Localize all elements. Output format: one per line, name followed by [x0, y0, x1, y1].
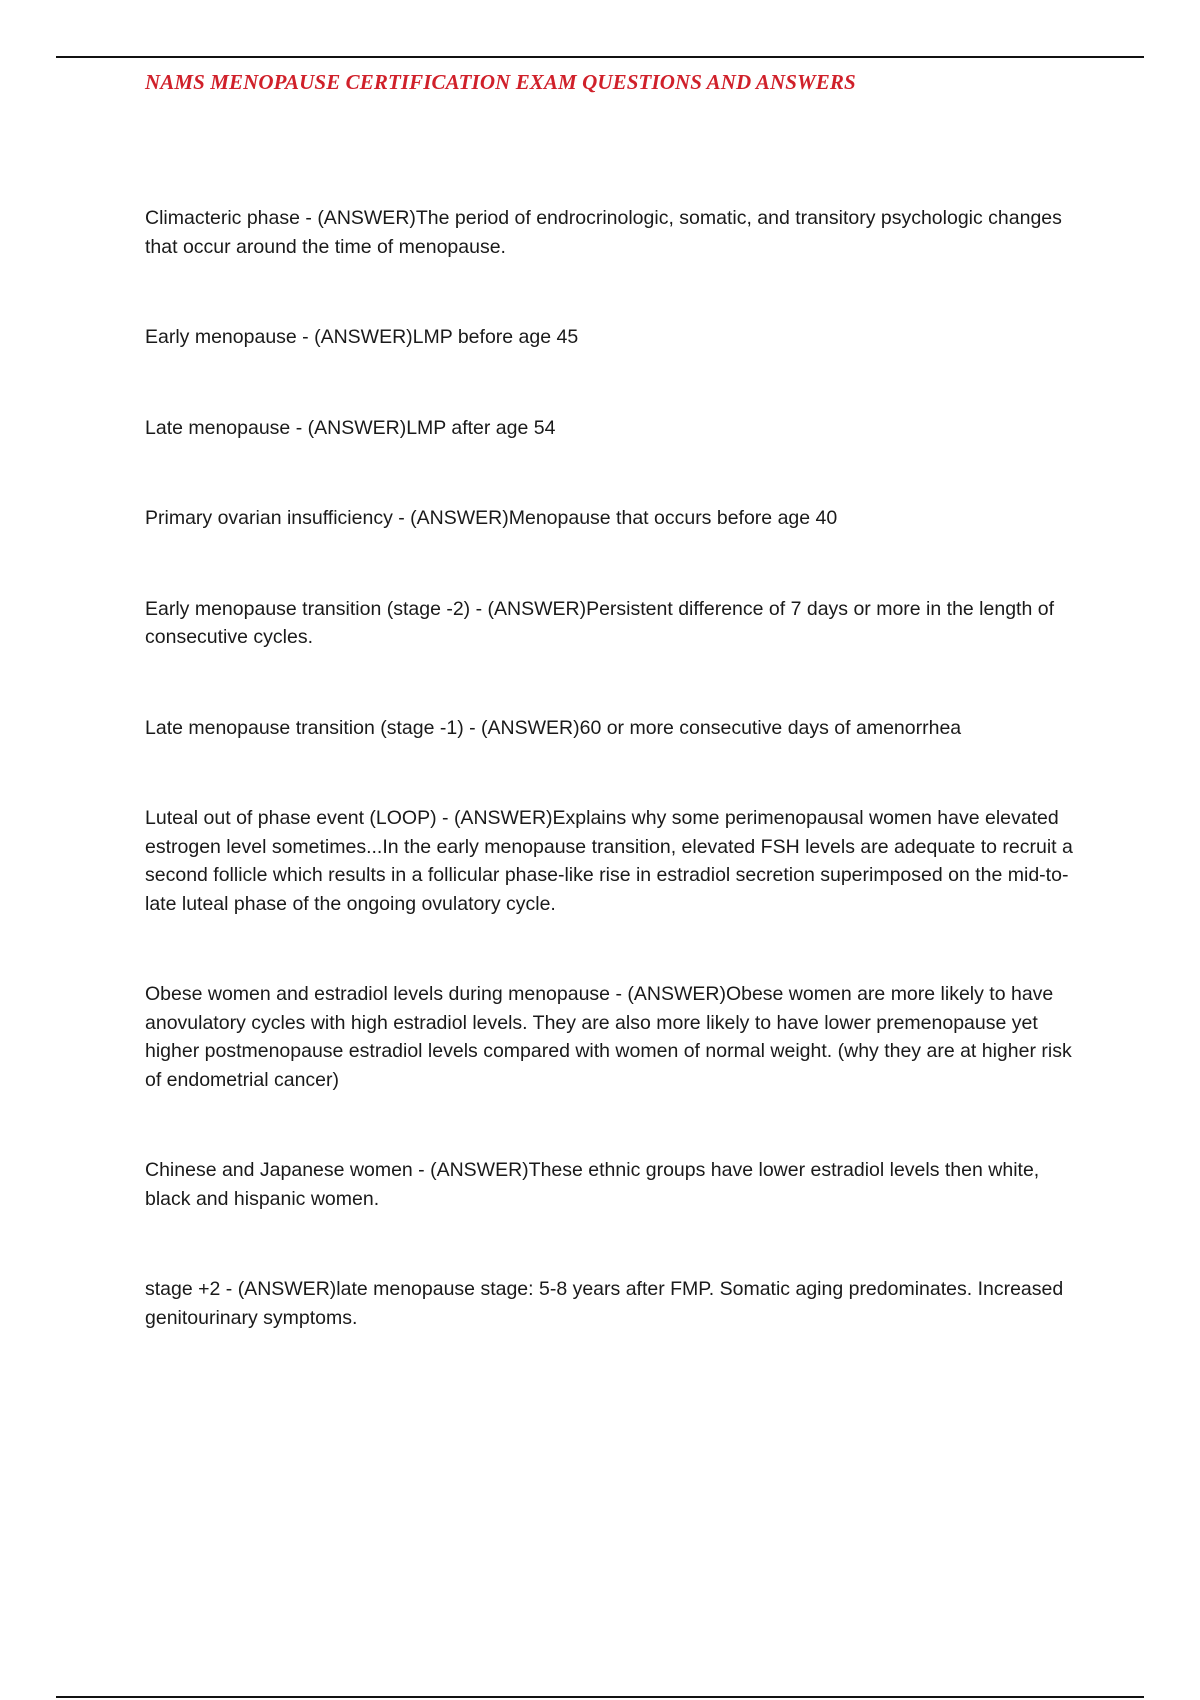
qa-item: [145, 980, 1090, 1094]
qa-term: Early menopause: [145, 326, 297, 348]
qa-term: stage +2: [145, 1278, 221, 1300]
header-rule: [56, 56, 1144, 58]
qa-item: [145, 804, 1090, 918]
qa-term: Late menopause transition (stage -1): [145, 716, 464, 739]
answer-marker: - (ANSWER): [220, 1278, 337, 1300]
qa-term: Late menopause: [145, 416, 291, 439]
qa-list: [145, 204, 1090, 1394]
answer-marker: - (ANSWER): [299, 207, 416, 229]
answer-marker: - (ANSWER): [296, 326, 413, 348]
qa-item: [145, 504, 1090, 533]
qa-answer: Menopause that occurs before age 40: [508, 507, 838, 529]
qa-answer: LMP after age 54: [406, 416, 556, 439]
answer-marker: - (ANSWER): [290, 416, 407, 439]
qa-item: [145, 595, 1090, 652]
qa-item: [145, 414, 1090, 443]
qa-answer: 60 or more consecutive days of amenorrhea: [579, 716, 962, 739]
qa-item: [145, 1275, 1090, 1332]
answer-marker: - (ANSWER): [610, 983, 726, 1005]
answer-marker: - (ANSWER): [412, 1159, 529, 1181]
qa-answer: Obese women are more likely to have anovulatory cycles with high estradiol levels. They are also more likely to have lower premenopause yet higher postmenopause estradiol levels compared with women of normal weight. (why they are at higher risk of endometrial cancer): [145, 983, 1072, 1091]
qa-term: Primary ovarian insufficiency: [145, 507, 393, 529]
answer-marker: - (ANSWER): [392, 507, 509, 529]
qa-item: [145, 714, 1090, 743]
qa-term: Luteal out of phase event (LOOP): [145, 807, 437, 829]
answer-marker: - (ANSWER): [470, 597, 587, 620]
answer-marker: - (ANSWER): [436, 807, 553, 829]
document-title: NAMS MENOPAUSE CERTIFICATION EXAM QUESTIONS AND ANSWERS: [145, 70, 856, 94]
qa-term: Chinese and Japanese women: [145, 1159, 413, 1181]
qa-answer: The period of endrocrinologic, somatic, and transitory psychologic changes that occur around the time of menopause.: [145, 207, 1062, 258]
qa-item: [145, 204, 1090, 261]
qa-item: [145, 323, 1090, 352]
qa-term: Obese women and estradiol levels during menopause: [145, 983, 611, 1005]
qa-answer: LMP before age 45: [412, 326, 579, 348]
answer-marker: - (ANSWER): [463, 716, 580, 739]
qa-term: Climacteric phase: [145, 207, 300, 229]
qa-term: Early menopause transition (stage -2): [145, 597, 471, 620]
qa-answer: Explains why some perimenopausal women have elevated estrogen level sometimes...In the early menopause transition, elevated FSH levels are adequate to recruit a second follicle which results in a follicular phase-like rise in estradiol secretion superimposed on the mid-to-late luteal phase of the ongoing ovulatory cycle.: [145, 807, 1073, 915]
qa-answer: These ethnic groups have lower estradiol levels then white, black and hispanic women.: [145, 1159, 1040, 1210]
qa-answer: late menopause stage: 5-8 years after FMP. Somatic aging predominates. Increased genitourinary symptoms.: [145, 1278, 1064, 1329]
footer-rule: [56, 1696, 1144, 1698]
qa-item: [145, 1156, 1090, 1213]
qa-answer: Persistent difference of 7 days or more in the length of consecutive cycles.: [145, 597, 1054, 648]
